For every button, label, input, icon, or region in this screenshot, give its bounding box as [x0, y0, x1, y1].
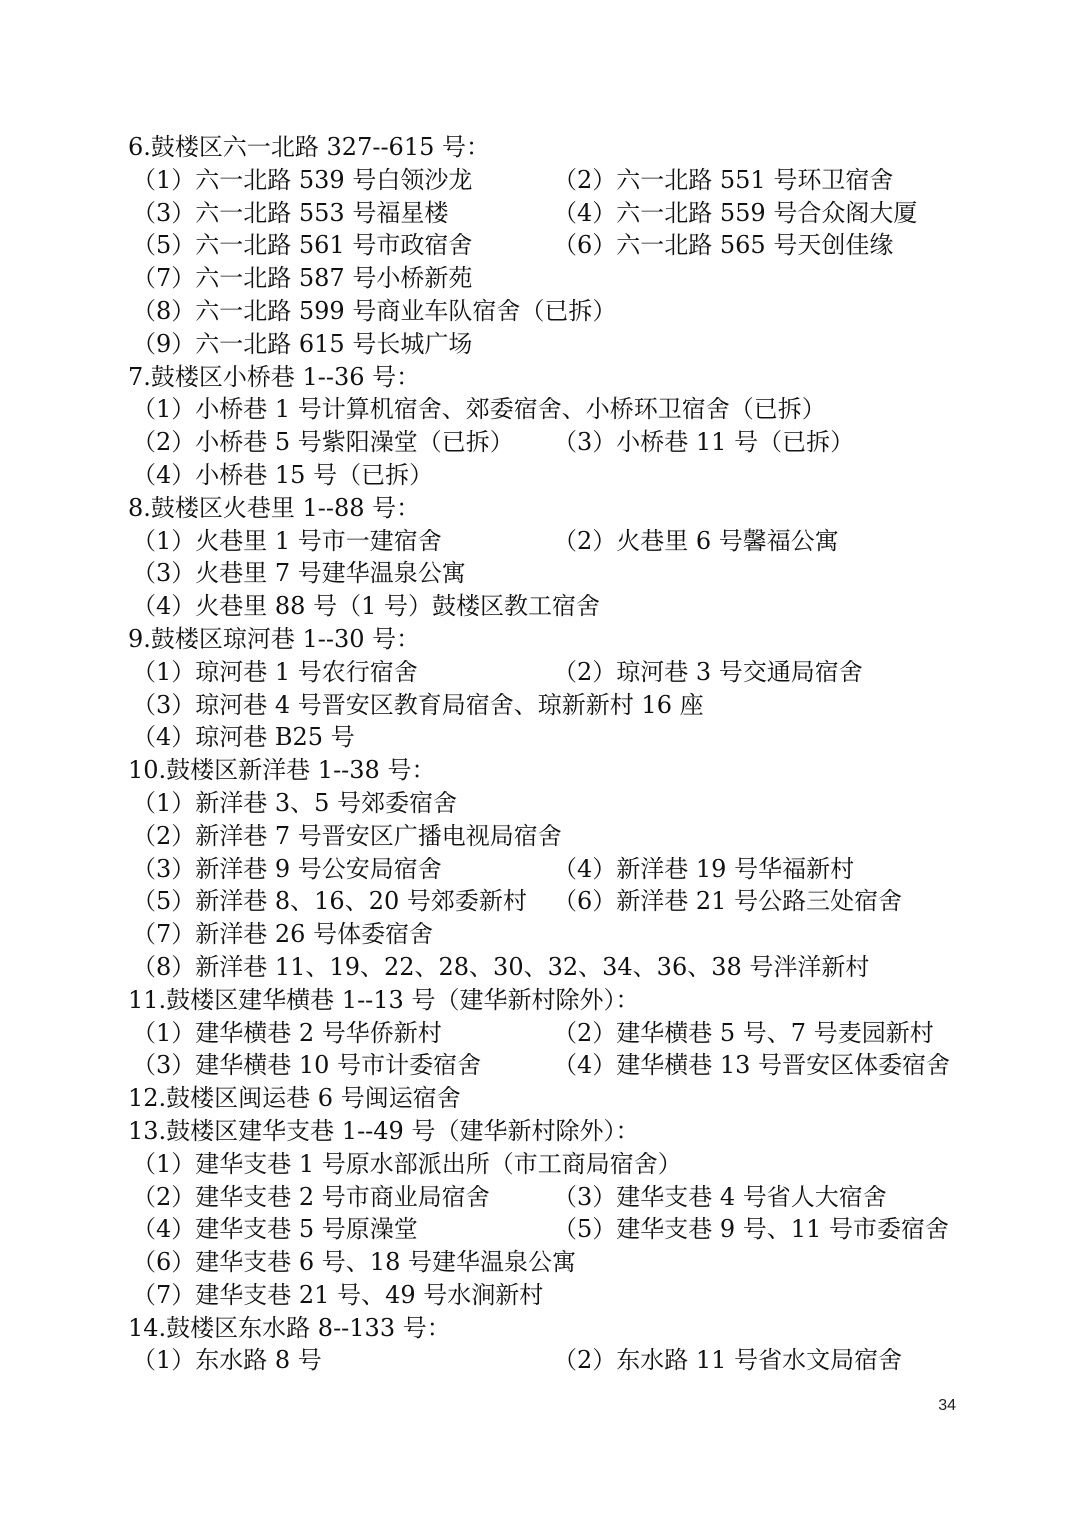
list-item-line: [0, 1181, 1080, 1214]
section-heading-line: [0, 361, 1080, 394]
list-item: （1）建华横巷 2 号华侨新村: [132, 1018, 442, 1047]
list-item-line: [0, 590, 1080, 623]
section-heading: 7.鼓楼区小桥巷 1--36 号：: [128, 362, 421, 391]
list-item: （5）新洋巷 8、16、20 号郊委新村: [132, 887, 527, 916]
section-heading-line: [0, 754, 1080, 787]
list-item-line: [0, 426, 1080, 459]
section-heading-line: [0, 1115, 1080, 1148]
list-item: （1）琼河巷 1 号农行宿舍: [132, 657, 418, 686]
list-item: （2）新洋巷 7 号晋安区广播电视局宿舍: [132, 821, 562, 850]
list-item-line: [0, 820, 1080, 853]
section-heading: 12.鼓楼区闽运巷 6 号闽运宿舍: [128, 1084, 461, 1113]
list-item-line: [0, 557, 1080, 590]
section-heading: 10.鼓楼区新洋巷 1--38 号：: [128, 756, 436, 785]
list-item: （4）建华支巷 5 号原澡堂: [132, 1215, 418, 1244]
list-item: （2）六一北路 551 号环卫宿舍: [553, 165, 894, 194]
list-item: （4）建华横巷 13 号晋安区体委宿舍: [553, 1051, 951, 1080]
list-item: （2）琼河巷 3 号交通局宿舍: [553, 657, 863, 686]
list-item-line: [0, 1049, 1080, 1082]
list-item: （4）新洋巷 19 号华福新村: [553, 854, 855, 883]
list-item-line: [0, 918, 1080, 951]
list-item-line: [0, 229, 1080, 262]
list-item: （6）建华支巷 6 号、18 号建华温泉公寓: [132, 1248, 576, 1277]
list-item: （3）新洋巷 9 号公安局宿舍: [132, 854, 442, 883]
section-heading: 14.鼓楼区东水路 8--133 号：: [128, 1313, 451, 1342]
list-item: （3）建华横巷 10 号市计委宿舍: [132, 1051, 482, 1080]
section-heading: 13.鼓楼区建华支巷 1--49 号（建华新村除外）：: [128, 1116, 640, 1145]
list-item: （6）六一北路 565 号天创佳缘: [553, 231, 894, 260]
list-item: （4）六一北路 559 号合众阁大厦: [553, 198, 918, 227]
list-item: （7）建华支巷 21 号、49 号水涧新村: [132, 1280, 544, 1309]
list-item-line: [0, 853, 1080, 886]
list-item-line: [0, 1148, 1080, 1181]
section-heading: 6.鼓楼区六一北路 327--615 号：: [128, 133, 490, 161]
list-item: （3）建华支巷 4 号省人大宿舍: [553, 1182, 887, 1211]
section-heading: 9.鼓楼区琼河巷 1--30 号：: [128, 624, 421, 653]
list-item: （7）六一北路 587 号小桥新苑: [132, 264, 473, 293]
list-item: （1）东水路 8 号: [132, 1346, 322, 1375]
section-heading: 11.鼓楼区建华横巷 1--13 号（建华新村除外）：: [128, 985, 640, 1014]
list-item-line: [0, 1279, 1080, 1312]
list-item-line: [0, 1017, 1080, 1050]
list-item: （9）六一北路 615 号长城广场: [132, 329, 473, 358]
list-item-line: [0, 656, 1080, 689]
list-item: （3）小桥巷 11 号（已拆）: [553, 428, 855, 457]
list-item: （1）六一北路 539 号白领沙龙: [132, 165, 473, 194]
list-item-line: [0, 525, 1080, 558]
list-item-line: [0, 689, 1080, 722]
list-item-line: [0, 262, 1080, 295]
list-item-line: [0, 787, 1080, 820]
list-item-line: [0, 1213, 1080, 1246]
list-item: （5）六一北路 561 号市政宿舍: [132, 231, 473, 260]
list-item: （4）小桥巷 15 号（已拆）: [132, 460, 434, 489]
list-item-line: [0, 164, 1080, 197]
list-item: （4）火巷里 88 号（1 号）鼓楼区教工宿舍: [132, 592, 600, 621]
list-item: （3）火巷里 7 号建华温泉公寓: [132, 559, 466, 588]
list-item: （2）东水路 11 号省水文局宿舍: [553, 1346, 903, 1375]
list-item-line: [0, 1344, 1080, 1377]
section-heading-line: [0, 984, 1080, 1017]
list-item-line: [0, 328, 1080, 361]
page-number: 34: [938, 1397, 956, 1414]
section-heading: 8.鼓楼区火巷里 1--88 号：: [128, 493, 421, 522]
list-item-line: [0, 885, 1080, 918]
document-body: [0, 131, 1080, 1377]
list-item-line: [0, 459, 1080, 492]
list-item: （2）小桥巷 5 号紫阳澡堂（已拆）: [132, 428, 514, 457]
list-item: （3）琼河巷 4 号晋安区教育局宿舍、琼新新村 16 座: [132, 690, 704, 719]
list-item: （1）建华支巷 1 号原水部派出所（市工商局宿舍）: [132, 1149, 682, 1178]
list-item-line: [0, 197, 1080, 230]
section-heading-line: [0, 1312, 1080, 1345]
section-heading-line: [0, 623, 1080, 656]
list-item-line: [0, 1246, 1080, 1279]
list-item: （2）建华横巷 5 号、7 号麦园新村: [553, 1018, 934, 1047]
list-item: （2）建华支巷 2 号市商业局宿舍: [132, 1182, 490, 1211]
section-heading-line: [0, 492, 1080, 525]
list-item: （1）新洋巷 3、5 号郊委宿舍: [132, 788, 458, 817]
list-item: （8）新洋巷 11、19、22、28、30、32、34、36、38 号泮洋新村: [132, 952, 870, 981]
list-item: （8）六一北路 599 号商业车队宿舍（已拆）: [132, 296, 617, 325]
list-item-line: [0, 951, 1080, 984]
list-item: （2）火巷里 6 号馨福公寓: [553, 526, 839, 555]
section-heading-line: [0, 1082, 1080, 1115]
list-item: （7）新洋巷 26 号体委宿舍: [132, 920, 434, 949]
list-item: （5）建华支巷 9 号、11 号市委宿舍: [553, 1215, 949, 1244]
list-item-line: [0, 295, 1080, 328]
list-item: （1）火巷里 1 号市一建宿舍: [132, 526, 442, 555]
list-item: （4）琼河巷 B25 号: [132, 723, 355, 752]
list-item: （1）小桥巷 1 号计算机宿舍、郊委宿舍、小桥环卫宿舍（已拆）: [132, 395, 826, 424]
list-item: （6）新洋巷 21 号公路三处宿舍: [553, 887, 903, 916]
list-item: （3）六一北路 553 号福星楼: [132, 198, 449, 227]
section-heading-line: [0, 131, 1080, 164]
list-item-line: [0, 393, 1080, 426]
list-item-line: [0, 721, 1080, 754]
